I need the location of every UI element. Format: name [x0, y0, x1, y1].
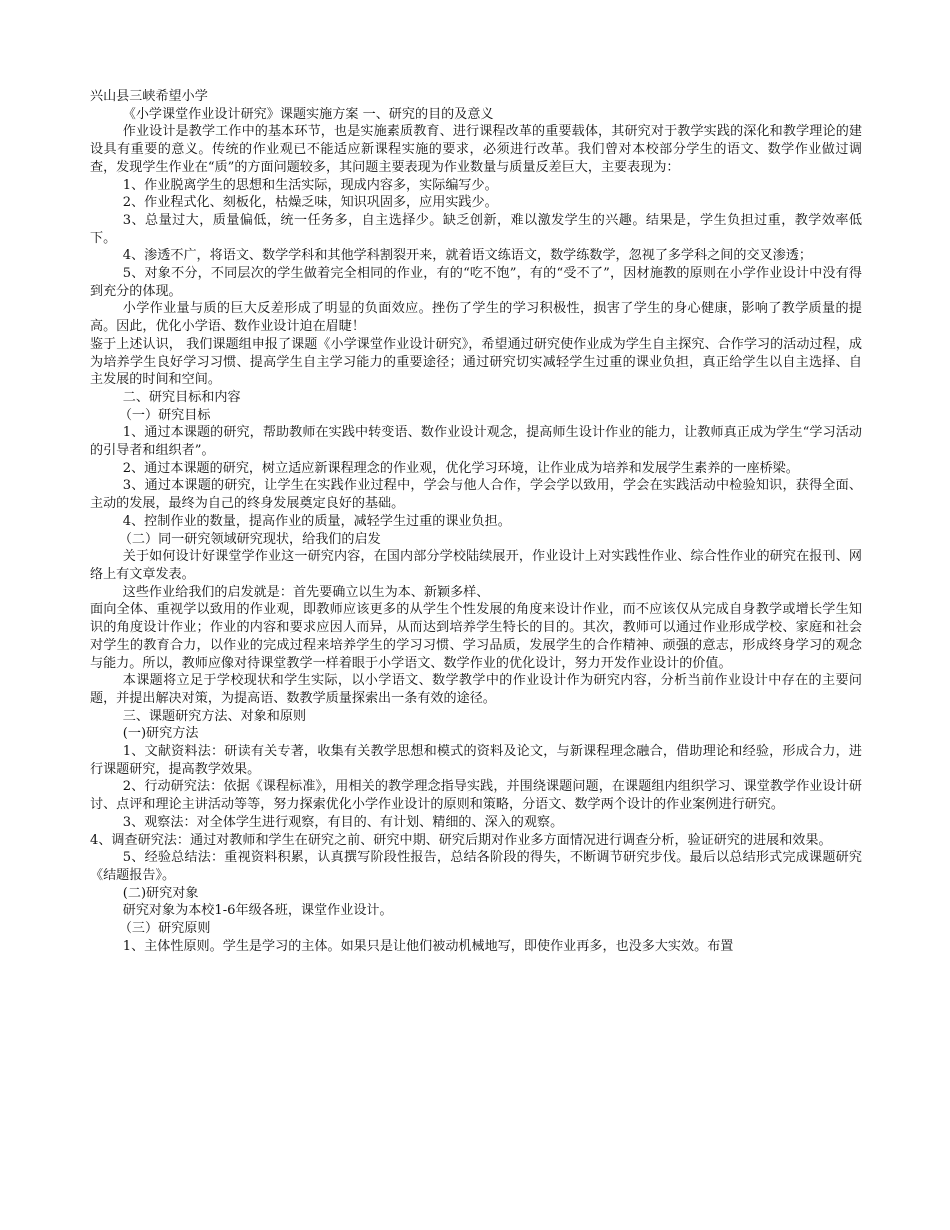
paragraph: 关于如何设计好课堂学作业这一研究内容，在国内部分学校陆续展开，作业设计上对实践性作业、综合性作业的研究在报刊、网络上有文章发表。	[90, 549, 862, 582]
paragraph: (二)研究对象	[122, 885, 199, 901]
paragraph: 5、经验总结法：重视资料积累，认真撰写阶段性报告，总结各阶段的得失，不断调节研究步伐。最后以总结形式完成课题研究《结题报告》。	[90, 850, 862, 883]
paragraph: 4、渗透不广，将语文、数学学科和其他学科割裂开来，就着语文练语文，数学练数学，忽视了多学科之间的交叉渗透；	[122, 248, 812, 264]
paragraph: 小学作业量与质的巨大反差形成了明显的负面效应。挫伤了学生的学习积极性，损害了学生的身心健康，影响了教学质量的提高。因此，优化小学语、数作业设计迫在眉睫！	[90, 301, 862, 335]
paragraph: 2、通过本课题的研究，树立适应新课程理念的作业观，优化学习环境，让作业成为培养和发展学生素养的一座桥梁。	[122, 460, 799, 476]
paragraph: 《小学课堂作业设计研究》课题实施方案 一、研究的目的及意义	[122, 106, 494, 122]
paragraph: 3、观察法：对全体学生进行观察，有目的、有计划、精细的、深入的观察。	[122, 814, 564, 830]
paragraph: (一)研究方法	[122, 726, 199, 742]
paragraph: 2、作业程式化、刻板化，枯燥乏味，知识巩固多，应用实践少。	[122, 195, 498, 211]
paragraph: 兴山县三峡希望小学	[90, 89, 208, 104]
paragraph: 4、控制作业的数量，提高作业的质量，减轻学生过重的课业负担。	[122, 513, 511, 529]
paragraph: 2、行动研究法：依据《课程标准》，用相关的教学理念指导实践，并围绕课题问题，在课题组内组织学习、课堂教学作业设计研讨、点评和理论主讲活动等等，努力探索优化小学作业设计的原则和策略，分语文、数学两个设计的作业案例进行研究。	[90, 779, 862, 813]
paragraph: 3、总量过大，质量偏低，统一任务多，自主选择少。缺乏创新，难以激发学生的兴趣。结果是，学生负担过重，教学效率低下。	[90, 212, 862, 246]
paragraph: 3、通过本课题的研究，让学生在实践作业过程中，学会与他人合作，学会学以致用，学会在实践活动中检验知识，获得全面、主动的发展，最终为自己的终身发展奠定良好的基础。	[90, 478, 862, 512]
paragraph: 1、通过本课题的研究，帮助教师在实践中转变语、数作业设计观念，提高师生设计作业的能力，让教师真正成为学生“学习活动的引导者和组织者”。	[90, 425, 862, 459]
paragraph: （一）研究目标	[118, 407, 211, 423]
paragraph: 1、主体性原则。学生是学习的主体。如果只是让他们被动机械地写，即使作业再多，也没多大实效。布置	[122, 938, 734, 954]
paragraph: 面向全体、重视学以致用的作业观，即教师应该更多的从学生个性发展的角度来设计作业，而不应该仅从完成自身教学或增长学生知识的角度设计作业；作业的内容和要求应因人而异，从而达到培养学生特长的目的。其次，教师可以通过作业形成学校、家庭和社会对学生的教育合力，以作业的完成过程来培养学生的学习习惯、学习品质，发展学生的合作精神、顽强的意志，形成终身学习的观念与能力。所以，教师应像对待课堂教学一样着眼于小学语文、数学作业的优化设计，努力开发作业设计的价值。	[90, 602, 862, 671]
paragraph: 本课题将立足于学校现状和学生实际，以小学语文、数学教学中的作业设计作为研究内容，分析当前作业设计中存在的主要问题，并提出解决对策，为提高语、数教学质量探索出一条有效的途径。	[90, 673, 862, 706]
paragraph: 作业设计是教学工作中的基本环节，也是实施素质教育、进行课程改革的重要载体，其研究对于教学实践的深化和教学理论的建设具有重要的意义。传统的作业观已不能适应新课程实施的要求，必须进行改革。我们曾对本校部分学生的语文、数学作业做过调查，发现学生作业在“质”的方面问题较多，其问题主要表现为作业数量与质量反差巨大，主要表现为：	[90, 124, 862, 175]
paragraph: 研究对象为本校1-6年级各班，课堂作业设计。	[122, 903, 393, 919]
paragraph: 4、调查研究法：通过对教师和学生在研究之前、研究中期、研究后期对作业多方面情况进行调查分析，验证研究的进展和效果。	[90, 832, 832, 848]
paragraph: （二）同一研究领域研究现状，给我们的启发	[118, 531, 381, 547]
paragraph: 这些作业给我们的启发就是：首先要确立以生为本、新颖多样、	[122, 584, 490, 600]
paragraph: 5、对象不分，不同层次的学生做着完全相同的作业，有的“吃不饱”，有的“受不了”，因材施教的原则在小学作业设计中没有得到充分的体现。	[90, 266, 862, 299]
paragraph: 二、研究目标和内容	[122, 389, 241, 405]
document-body	[90, 88, 862, 955]
paragraph: 1、作业脱离学生的思想和生活实际，现成内容多，实际编写少。	[122, 177, 498, 193]
paragraph: （三）研究原则	[118, 921, 211, 937]
paragraph: 鉴于上述认识， 我们课题组申报了课题《小学课堂作业设计研究》，希望通过研究使作业成为学生自主探究、合作学习的活动过程，成为培养学生良好学习习惯、提高学生自主学习能力的重要途径；通过研究切实减轻学生过重的课业负担，真正给学生以自主选择、自主发展的时间和空间。	[90, 336, 862, 388]
paragraph: 1、文献资料法：研读有关专著，收集有关教学思想和模式的资料及论文，与新课程理念融合，借助理论和经验，形成合力，进行课题研究，提高教学效果。	[90, 744, 862, 777]
paragraph: 三、课题研究方法、对象和原则	[122, 708, 307, 724]
